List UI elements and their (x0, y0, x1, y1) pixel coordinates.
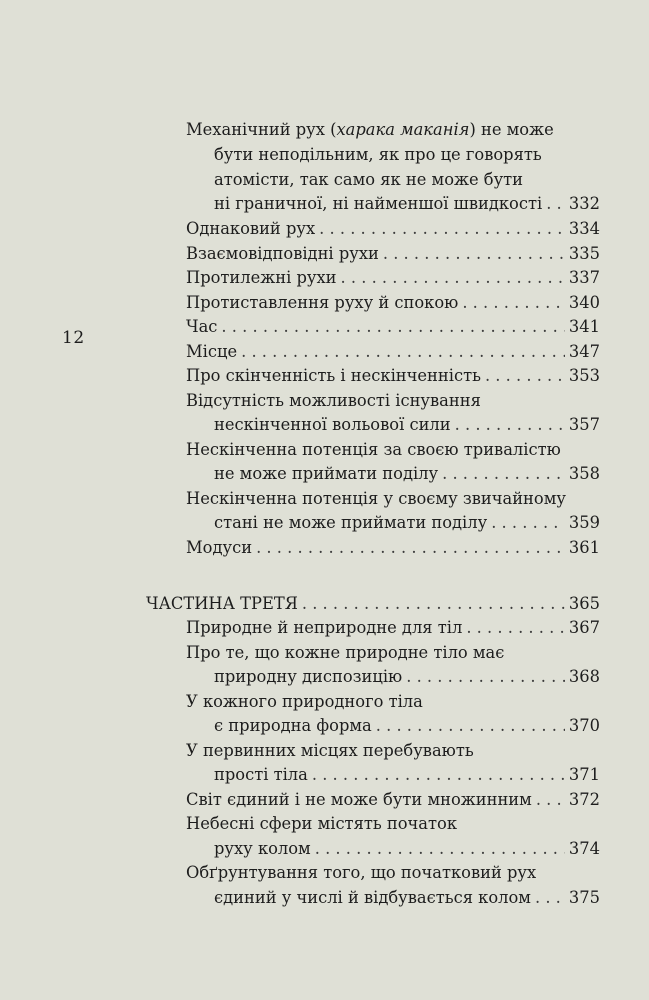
toc-entry: Природне й неприродне для тіл . . . 367 (186, 616, 600, 640)
toc-page: 357 (568, 415, 600, 434)
toc-page: 374 (568, 839, 600, 858)
toc-entry-text: Обґрунтування того, що початковий рух (186, 863, 537, 882)
toc-page: 340 (568, 293, 600, 312)
toc-page: 361 (568, 538, 600, 557)
toc-entry: Місце . . . 347 (186, 340, 600, 364)
toc-page: 371 (568, 765, 600, 784)
toc-page: 370 (568, 716, 600, 735)
toc-entry: ні граничної, ні найменшої швидкості . . . 332 (214, 192, 600, 216)
toc-entry: руху колом . . . 374 (214, 837, 600, 861)
leader-dots (536, 788, 565, 812)
toc-entry: прості тіла . . . 371 (214, 763, 600, 787)
leader-dots (221, 315, 565, 339)
leader-dots (341, 266, 565, 290)
toc-entry: Модуси . . . 361 (186, 536, 600, 560)
toc-entry-text: атомісти, так само як не може бути (214, 170, 524, 189)
leader-dots (315, 837, 565, 861)
leader-dots (406, 665, 565, 689)
toc-page: 375 (568, 888, 600, 907)
toc-entry: Взаємовідповідні рухи . . . 335 (186, 242, 600, 266)
toc-page: 341 (568, 317, 600, 336)
toc-section-heading: ЧАСТИНА ТРЕТЯ . . . 365 (146, 592, 600, 616)
toc-entry-text: бути неподільним, як про це говорять (214, 145, 542, 164)
toc-entry-text: Про те, що кожне природне тіло має (186, 643, 505, 662)
leader-dots (319, 217, 565, 241)
toc-page: 337 (568, 268, 600, 287)
toc-entry-text: У первинних місцях перебувають (186, 741, 474, 760)
toc-entry-text: Небесні сфери містять початок (186, 814, 457, 833)
toc-entry: Про скінченність і нескінченність . . . 353 (186, 364, 600, 388)
leader-dots (442, 462, 565, 486)
toc-entry: є природна форма . . . 370 (214, 714, 600, 738)
toc-entry: Світ єдиний і не може бути множинним . . . 372 (186, 788, 600, 812)
toc-entry: Протиставлення руху й спокою . . . 340 (186, 291, 600, 315)
toc-entry: стані не може приймати поділу . . . 359 (214, 511, 600, 535)
toc-page: 359 (568, 513, 600, 532)
leader-dots (383, 242, 565, 266)
toc-entry: нескінченної вольової сили . . . 357 (214, 413, 600, 437)
leader-dots (455, 413, 565, 437)
toc-page: 372 (568, 790, 600, 809)
toc-page: 367 (568, 618, 600, 637)
leader-dots (485, 364, 565, 388)
page-number: 12 (62, 328, 85, 348)
toc-entry-text: Відсутність можливості існування (186, 391, 481, 410)
toc-page: 332 (568, 194, 600, 213)
leader-dots (491, 511, 565, 535)
toc-entry-text: У кожного природного тіла (186, 692, 423, 711)
leader-dots (466, 616, 565, 640)
toc-page: 368 (568, 667, 600, 686)
leader-dots (546, 192, 565, 216)
toc-entry: Однаковий рух . . . 334 (186, 217, 600, 241)
toc-entry-text: Механічний рух (харака маканія) не може (186, 120, 554, 139)
toc-page: 334 (568, 219, 600, 238)
toc-entry: єдиний у числі й відбувається колом . . . 375 (214, 886, 600, 910)
leader-dots (256, 536, 565, 560)
toc-page: 365 (568, 594, 600, 613)
leader-dots (376, 714, 565, 738)
leader-dots (535, 886, 565, 910)
leader-dots (462, 291, 565, 315)
toc-page: 335 (568, 244, 600, 263)
toc-page: 347 (568, 342, 600, 361)
toc-page: 358 (568, 464, 600, 483)
toc-entry: Протилежні рухи . . . 337 (186, 266, 600, 290)
leader-dots (302, 592, 565, 616)
leader-dots (241, 340, 565, 364)
toc-entry-italic: харака маканія (336, 120, 470, 139)
toc-entry-text: Нескінченна потенція у своєму звичайному (186, 489, 566, 508)
toc-entry: природну диспозицію . . . 368 (214, 665, 600, 689)
toc-page: 353 (568, 366, 600, 385)
leader-dots (312, 763, 565, 787)
toc-entry-text: Нескінченна потенція за своєю тривалістю (186, 440, 561, 459)
toc-entry: не може приймати поділу . . . 358 (214, 462, 600, 486)
toc-entry: Час . . . 341 (186, 315, 600, 339)
